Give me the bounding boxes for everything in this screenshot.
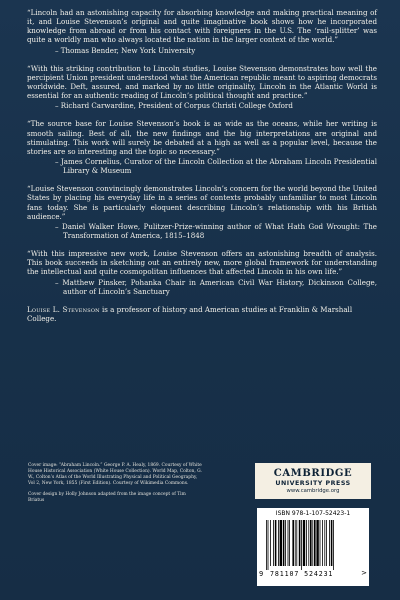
publisher-name: CAMBRIDGE [273, 468, 353, 479]
barcode-bar [314, 520, 316, 566]
barcode-bar [312, 520, 313, 566]
cover-image-credit: Cover image: “Abraham Lincoln.” George P. A. Healy, 1869. Courtesy of White House Historical Association (White House Collection). World Map, Colton, G. W., Colton’s Atlas of the World Illustrating Physical and Political Geography, Vol 2, New York, 1855 (First Edition). Courtesy of Wikimedia Commons. [28, 463, 202, 487]
publisher-logo [255, 463, 371, 499]
blurb-text: “Lincoln had an astonishing capacity for absorbing knowledge and making practical meaning of it, and Louise Stevenson’s original and quite imaginative book shows how he incorporated knowledge from abroad or from his contact with foreigners in the U.S. The ‘rail-splitter’ was quite a worldly man who always located the nation in the larger context of the world.” [27, 8, 377, 45]
barcode-bar [273, 520, 274, 566]
blurb [27, 184, 377, 240]
barcode-bar [292, 520, 294, 566]
barcode-bar [329, 520, 330, 566]
barcode-bar [324, 520, 325, 566]
ean-arrow: > [361, 569, 367, 577]
barcode-bar [316, 520, 318, 566]
barcode [257, 508, 369, 586]
barcode-bar [266, 520, 267, 570]
barcode-bar [283, 520, 285, 566]
ean-digits: 781107 524231 [270, 570, 334, 578]
blurb-attribution: – James Cornelius, Curator of the Lincoln Collection at the Abraham Lincoln Presidential Library & Museum [55, 156, 377, 176]
cover-design-credit: Cover design by Holly Johnson adapted from the image concept of Tim Briatus [28, 492, 186, 504]
barcode-bar [299, 520, 301, 566]
barcode-bar [268, 520, 269, 570]
barcode-bar [280, 520, 282, 566]
ean-lead-digit: 9 [259, 570, 264, 578]
blurb-attribution: – Richard Carwardine, President of Corpus Christi College Oxford [55, 101, 293, 111]
barcode-bar [303, 520, 305, 566]
blurb-attribution: – Daniel Walker Howe, Pulitzer-Prize-winning author of What Hath God Wrought: The Transformation of America, 1815–1848 [55, 221, 377, 240]
blurb [27, 119, 377, 175]
barcode-bar [308, 520, 309, 566]
blurbs-section [27, 8, 377, 323]
blurb-text: “Louise Stevenson convincingly demonstrates Lincoln’s concern for the world beyond the United States by placing his everyday life in a series of contexts probably unfamiliar to most Lincoln fans today. She is particularly eloquent describing Lincoln’s relationship with his British audience.” [27, 184, 377, 221]
publisher-url: www.cambridge.org [286, 488, 340, 494]
barcode-bar [295, 520, 296, 566]
barcode-bar [333, 520, 334, 570]
barcode-bar [322, 520, 323, 566]
blurb [27, 64, 377, 111]
publisher-press: UNIVERSITY PRESS [275, 480, 351, 487]
barcode-bar [331, 520, 333, 566]
barcode-bars [266, 520, 362, 570]
author-bio-text: is a professor of history and American studies at Franklin & Marshall College. [27, 304, 353, 323]
image-credits [28, 463, 203, 509]
barcode-bar [310, 520, 312, 566]
barcode-bar [270, 520, 271, 566]
blurb [27, 249, 377, 296]
barcode-bar [326, 520, 327, 566]
barcode-bar [289, 520, 290, 566]
barcode-bar [296, 520, 297, 566]
blurb-attribution: – Matthew Pinsker, Pohanka Chair in American Civil War History, Dickinson College, author of Lincoln’s Sanctuary [55, 277, 377, 296]
barcode-bar [320, 520, 321, 566]
barcode-bar [288, 520, 289, 566]
blurb-text: “With this striking contribution to Lincoln studies, Louise Stevenson demonstrates how well the percipient Union president understood what the American republic meant to aspiring democrats worldwide. Deft, assured, and marked by no little originality, Lincoln in the Atlantic World is essential for an authentic reading of Lincoln’s political thought and practice.” [27, 63, 377, 101]
author-name: Louise L. Stevenson [27, 304, 100, 314]
barcode-bar [285, 520, 286, 566]
blurb-text: “The source base for Louise Stevenson’s book is as wide as the oceans, while her writing is smooth sailing. Best of all, the new findings and the big interpretations are original and stimulating. This work will surely be debated at a high as well as a popular level, because the stories are so interesting and the topic so necessary.” [27, 119, 377, 156]
barcode-bar [306, 520, 307, 566]
author-bio [27, 305, 377, 323]
isbn-label: ISBN 978-1-107-52423-1 [275, 510, 351, 517]
barcode-bar [301, 520, 302, 570]
barcode-bar [278, 520, 279, 566]
barcode-bar [275, 520, 277, 566]
blurb-attribution: – Thomas Bender, New York University [55, 45, 196, 55]
blurb-text: “With this impressive new work, Louise Stevenson offers an astonishing breadth of analysis. This book succeeds in sketching out an entirely new, more global framework for understanding the intellectual and quite cosmopolitan influences that affected Lincoln in his own life.” [27, 249, 377, 277]
blurb [27, 8, 377, 55]
